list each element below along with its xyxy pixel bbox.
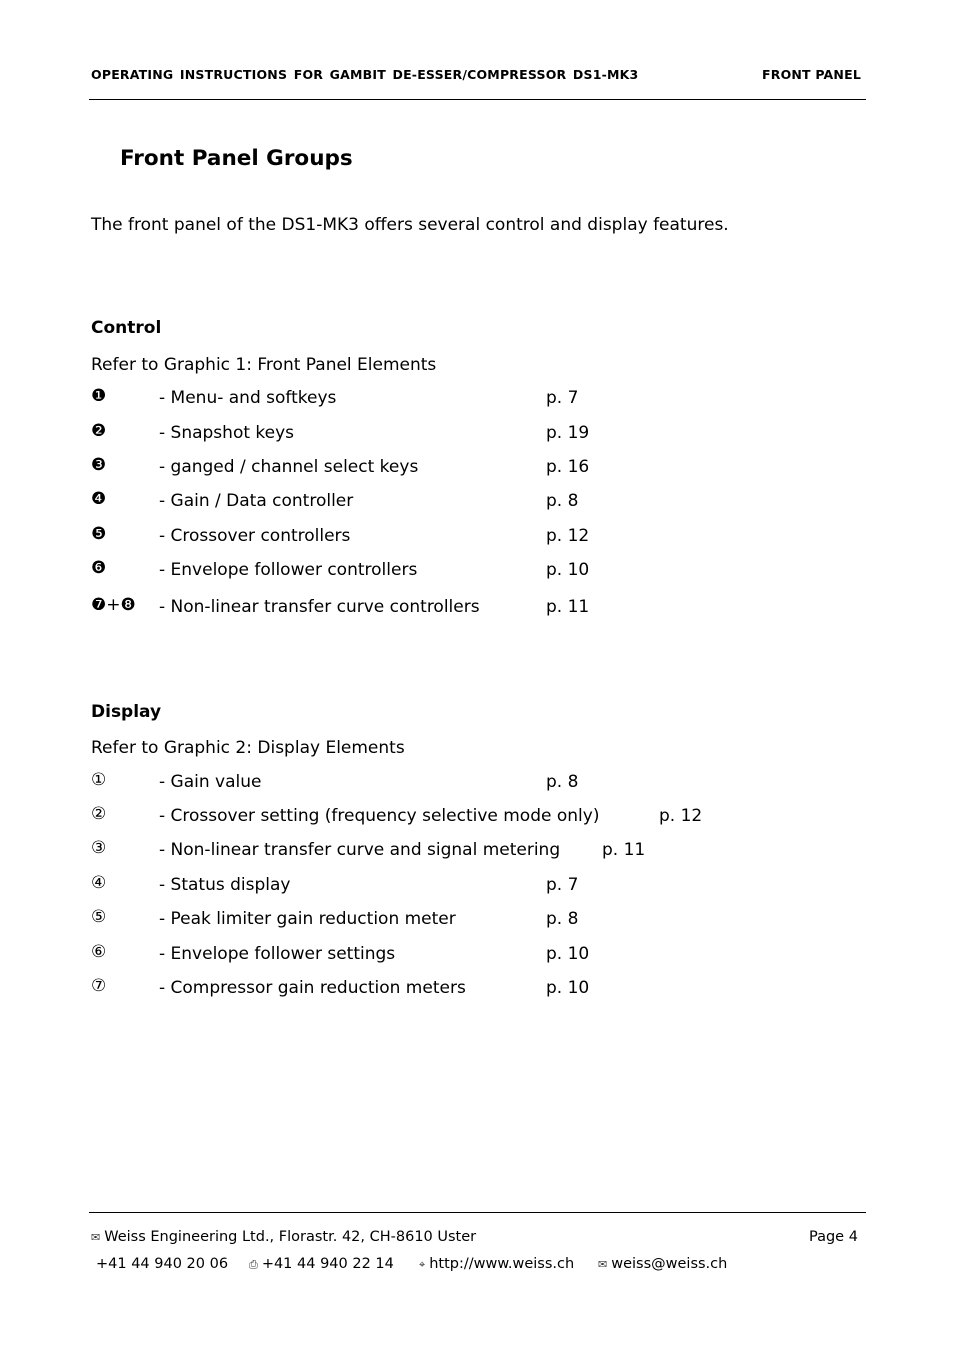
control-heading: Control bbox=[91, 318, 162, 338]
item-description: - Envelope follower settings bbox=[159, 944, 396, 964]
fax-icon: ⎙ bbox=[249, 1258, 258, 1271]
item-page-ref: p. 8 bbox=[546, 772, 579, 792]
item-page-ref: p. 11 bbox=[602, 840, 646, 860]
item-number: ⑦ bbox=[91, 976, 107, 996]
item-number: ❸ bbox=[91, 455, 107, 475]
item-description: - Peak limiter gain reduction meter bbox=[159, 909, 456, 929]
control-item bbox=[0, 597, 954, 621]
item-page-ref: p. 10 bbox=[546, 978, 590, 998]
item-page-ref: p. 8 bbox=[546, 491, 579, 511]
item-description: - Menu- and softkeys bbox=[159, 388, 337, 408]
item-description: - Crossover controllers bbox=[159, 526, 351, 546]
display-item bbox=[0, 978, 954, 1002]
page-title: Front Panel Groups bbox=[120, 146, 353, 171]
control-item bbox=[0, 560, 954, 584]
item-number: ④ bbox=[91, 873, 107, 893]
display-heading: Display bbox=[91, 702, 162, 722]
item-page-ref: p. 11 bbox=[546, 597, 590, 617]
envelope-icon: ✉ bbox=[598, 1258, 608, 1271]
item-page-ref: p. 10 bbox=[546, 944, 590, 964]
item-page-ref: p. 12 bbox=[546, 526, 590, 546]
header-document-title: OPERATING INSTRUCTIONS FOR GAMBIT DE-ESSER/COMPRESSOR DS1-MK3 bbox=[91, 67, 639, 82]
item-description: - Envelope follower controllers bbox=[159, 560, 418, 580]
display-refer-text: Refer to Graphic 2: Display Elements bbox=[91, 738, 405, 758]
control-item bbox=[0, 457, 954, 481]
item-page-ref: p. 16 bbox=[546, 457, 590, 477]
footer-page-number: Page 4 bbox=[809, 1229, 858, 1245]
footer-address bbox=[91, 1229, 476, 1245]
item-description: - ganged / channel select keys bbox=[159, 457, 419, 477]
footer-divider bbox=[89, 1212, 866, 1213]
footer-web bbox=[419, 1256, 574, 1272]
item-description: - Non-linear transfer curve and signal metering bbox=[159, 840, 561, 860]
footer-email bbox=[598, 1256, 727, 1272]
item-number: ❶ bbox=[91, 386, 107, 406]
item-number: ② bbox=[91, 804, 107, 824]
control-item bbox=[0, 388, 954, 412]
item-description: - Gain / Data controller bbox=[159, 491, 354, 511]
footer-fax-text: +41 44 940 22 14 bbox=[261, 1256, 394, 1272]
display-item bbox=[0, 772, 954, 796]
footer-phone: +41 44 940 20 06 bbox=[96, 1256, 229, 1272]
item-page-ref: p. 7 bbox=[546, 388, 579, 408]
item-page-ref: p. 19 bbox=[546, 423, 590, 443]
item-number: ❻ bbox=[91, 558, 107, 578]
item-page-ref: p. 10 bbox=[546, 560, 590, 580]
item-number: ③ bbox=[91, 838, 107, 858]
item-description: - Gain value bbox=[159, 772, 262, 792]
header-section-title: FRONT PANEL bbox=[762, 67, 861, 82]
control-item bbox=[0, 526, 954, 550]
mailbox-icon: ✉ bbox=[91, 1231, 101, 1244]
item-number: ⑤ bbox=[91, 907, 107, 927]
item-number: ❹ bbox=[91, 489, 107, 509]
mouse-icon: ⌖ bbox=[419, 1258, 426, 1271]
item-page-ref: p. 8 bbox=[546, 909, 579, 929]
item-description: - Non-linear transfer curve controllers bbox=[159, 597, 480, 617]
item-description: - Status display bbox=[159, 875, 291, 895]
intro-paragraph: The front panel of the DS1-MK3 offers several control and display features. bbox=[91, 215, 729, 235]
item-description: - Compressor gain reduction meters bbox=[159, 978, 466, 998]
footer-email-link[interactable]: weiss@weiss.ch bbox=[611, 1256, 728, 1272]
item-page-ref: p. 12 bbox=[659, 806, 703, 826]
header-divider bbox=[89, 99, 866, 100]
display-item bbox=[0, 806, 954, 830]
item-number: ❼+❽ bbox=[91, 595, 136, 615]
item-number: ❷ bbox=[91, 421, 107, 441]
display-item bbox=[0, 944, 954, 968]
item-page-ref: p. 7 bbox=[546, 875, 579, 895]
control-refer-text: Refer to Graphic 1: Front Panel Elements bbox=[91, 355, 437, 375]
display-item bbox=[0, 840, 954, 864]
control-item bbox=[0, 491, 954, 515]
display-item bbox=[0, 909, 954, 933]
item-number: ⑥ bbox=[91, 942, 107, 962]
display-item bbox=[0, 875, 954, 899]
footer-web-link[interactable]: http://www.weiss.ch bbox=[429, 1256, 575, 1272]
item-number: ❺ bbox=[91, 524, 107, 544]
footer-address-text: Weiss Engineering Ltd., Florastr. 42, CH-8610 Uster bbox=[104, 1229, 477, 1245]
footer-fax bbox=[249, 1256, 394, 1272]
control-item bbox=[0, 423, 954, 447]
item-description: - Snapshot keys bbox=[159, 423, 295, 443]
item-description: - Crossover setting (frequency selective mode only) bbox=[159, 806, 600, 826]
item-number: ① bbox=[91, 770, 107, 790]
